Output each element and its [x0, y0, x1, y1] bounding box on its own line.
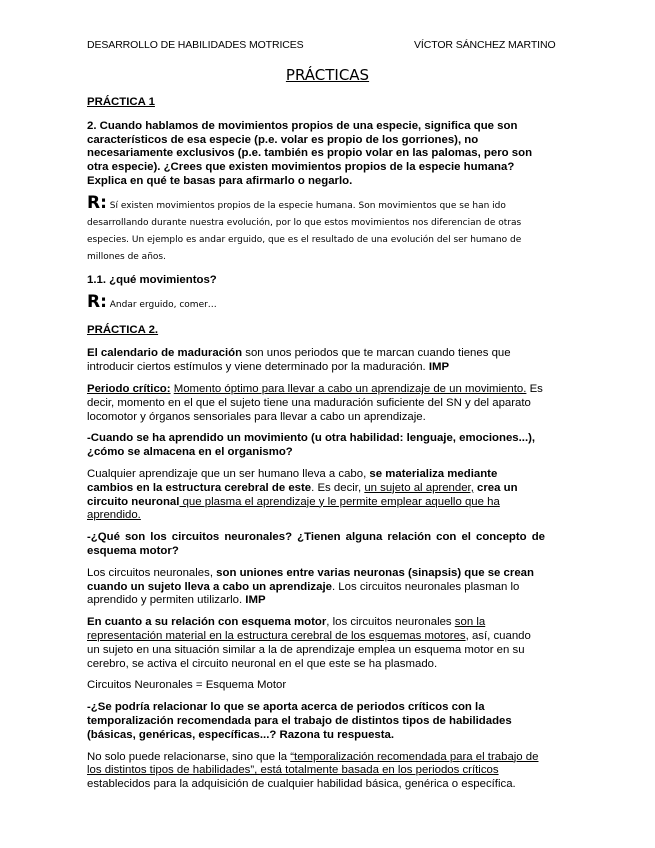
subanswer-text: Andar erguido, comer…: [109, 299, 217, 310]
answer-esquema-text-2: , así, cuando un sujeto en una situación similar a la de aprendizaje emplea un esquema motor en su cerebro, se activa el circuito neuronal en el que este se ha plasmado.: [87, 629, 531, 670]
imp-tag: IMP: [428, 361, 450, 374]
periodo-critico-text: Es decir, momento en el que el sujeto tiene una maduración suficiente del SN y del aparato locomotor y órganos sensoriales para llevar a cabo un aprendizaje.: [87, 382, 543, 423]
answer-text: Sí existen movimientos propios de la especie humana. Son movimientos que se han ido desarrollando durante nuestra evolución, por lo que estos movimientos nos diferencian de otras especies. Un ejemplo es andar erguido, que es el resultado de una evolución del ser humano de millones de años.: [87, 200, 522, 262]
answer-esquema-motor: [87, 616, 545, 671]
answer-circuitos-text-1: Los circuitos neuronales,: [87, 566, 217, 579]
periodo-critico-paragraph: [87, 383, 545, 424]
practica-1-heading: PRÁCTICA 1: [87, 96, 155, 108]
answer-almacenamiento: [87, 468, 545, 523]
header-course: DESARROLLO DE HABILIDADES MOTRICES: [87, 39, 304, 51]
equation-line: Circuitos Neuronales = Esquema Motor: [87, 679, 287, 692]
answer-esquema-bold: En cuanto a su relación con esquema motor: [87, 616, 327, 629]
question-almacenamiento: -Cuando se ha aprendido un movimiento (u otra habilidad: lenguaje, emociones...), ¿cómo se almacena en el organismo?: [87, 432, 536, 459]
practica-2-heading: PRÁCTICA 2.: [87, 323, 159, 336]
answer-circuitos-text-2: . Los circuitos neuronales plasman lo aprendido y permiten utilizarlo.: [87, 580, 520, 607]
imp-tag: IMP: [245, 594, 266, 607]
answer-marker: R:: [87, 192, 107, 213]
document-body: [87, 96, 545, 792]
subanswer-marker: R:: [87, 291, 107, 312]
answer-circuitos-bold: son uniones entre varias neuronas (sinapsis) que se crean cuando un sujeto lleva a cabo un aprendizaje: [87, 566, 534, 593]
answer-almacenamiento-bold-2: crea un circuito neuronal: [87, 481, 518, 508]
practica-1-subquestion: 1.1. ¿qué movimientos?: [87, 273, 217, 286]
header-author: VÍCTOR SÁNCHEZ MARTINO: [414, 39, 556, 51]
periodo-critico-term: Periodo crítico:: [87, 382, 171, 395]
page-title: PRÁCTICAS: [285, 66, 370, 84]
answer-almacenamiento-text-1: Cualquier aprendizaje que un ser humano lleva a cabo,: [87, 467, 370, 480]
answer-almacenamiento-underline-1: un sujeto al aprender,: [364, 481, 474, 494]
periodo-critico-definition: Momento óptimo para llevar a cabo un aprendizaje de un movimiento.: [173, 382, 527, 395]
question-circuitos: -¿Qué son los circuitos neuronales? ¿Tienen alguna relación con el concepto de esquema motor?: [87, 531, 545, 557]
question-periodos-criticos: -¿Se podría relacionar lo que se aporta acerca de periodos críticos con la temporalización recomendada para el trabajo de distintos tipos de habilidades (básicas, genéricas, específicas...? Razona tu respuesta.: [87, 701, 512, 741]
practica-1-subanswer: [87, 291, 545, 314]
calendario-text: son unos periodos que te marcan cuando tienes que introducir ciertos estímulos y viene determinado por la maduración.: [87, 347, 511, 374]
answer-periodos-underline: “temporalización recomendada para el trabajo de los distintos tipos de habilidades”, está totalmente basada en los periodos críticos: [87, 750, 539, 777]
answer-circuitos: [87, 567, 545, 608]
answer-almacenamiento-bold-1: se materializa mediante cambios en la estructura cerebral de este: [87, 467, 498, 494]
answer-almacenamiento-text-2: . Es decir,: [311, 481, 365, 494]
answer-esquema-underline: son la representación material en la estructura cerebral de los esquemas motores: [87, 616, 486, 642]
answer-periodos-text-1: No solo puede relacionarse, sino que la: [87, 750, 291, 763]
answer-almacenamiento-underline-2: que plasma el aprendizaje y le permite emplear aquello que ha aprendido.: [87, 495, 500, 522]
practica-1-answer: [87, 192, 545, 266]
answer-periodos-text-2: establecidos para la adquisición de cualquier habilidad básica, genérica o específica.: [87, 778, 516, 791]
practica-1-question: 2. Cuando hablamos de movimientos propios de una especie, significa que son característicos de esa especie (p.e. volar es propio de los gorriones), no necesariamente exclusivos (p.e. también es propio volar en las palomas, pero son otra especie). ¿Crees que existen movimientos propios de la especie humana? Explica en qué te basas para afirmarlo o negarlo.: [87, 119, 533, 187]
calendario-term: El calendario de maduración: [87, 347, 243, 360]
answer-periodos-criticos: [87, 751, 545, 792]
calendario-paragraph: [87, 347, 545, 375]
answer-esquema-text-1: , los circuitos neuronales: [326, 616, 455, 629]
